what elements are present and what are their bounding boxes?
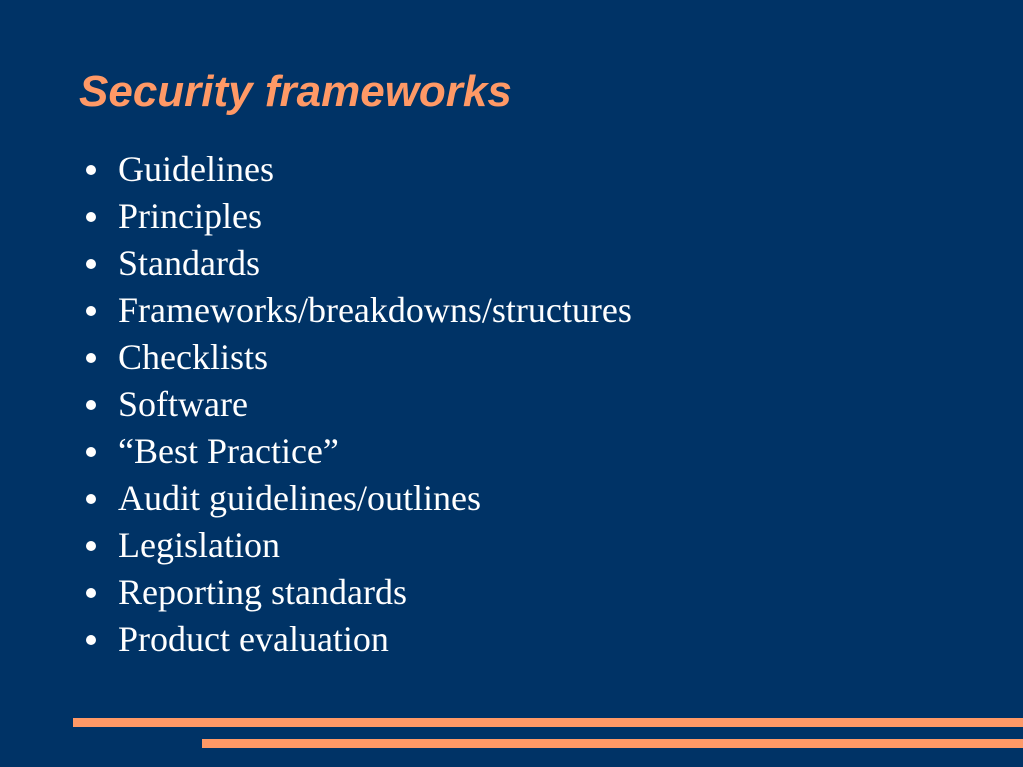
bullet-text: “Best Practice” — [118, 431, 339, 471]
bullet-text: Reporting standards — [118, 572, 407, 612]
bullet-dot-icon — [86, 447, 96, 457]
bullet-text: Principles — [118, 196, 262, 236]
bullet-item — [86, 475, 632, 522]
bullet-item — [86, 616, 632, 663]
bullet-dot-icon — [86, 306, 96, 316]
bullet-text: Audit guidelines/outlines — [118, 478, 481, 518]
bullet-text: Frameworks/breakdowns/structures — [118, 290, 632, 330]
bullet-text: Product evaluation — [118, 619, 389, 659]
bullet-text: Guidelines — [118, 149, 274, 189]
bullet-dot-icon — [86, 635, 96, 645]
bullet-list — [86, 146, 632, 663]
slide-title: Security frameworks — [79, 67, 512, 116]
bullet-item — [86, 569, 632, 616]
bullet-text: Checklists — [118, 337, 268, 377]
bullet-dot-icon — [86, 494, 96, 504]
bullet-item — [86, 240, 632, 287]
bullet-text: Standards — [118, 243, 260, 283]
bullet-dot-icon — [86, 541, 96, 551]
bullet-item — [86, 428, 632, 475]
bullet-dot-icon — [86, 259, 96, 269]
bullet-item — [86, 193, 632, 240]
bullet-dot-icon — [86, 400, 96, 410]
bullet-item — [86, 146, 632, 193]
bullet-item — [86, 287, 632, 334]
bullet-dot-icon — [86, 165, 96, 175]
accent-rule-bottom — [202, 739, 1023, 748]
bullet-dot-icon — [86, 353, 96, 363]
bullet-text: Legislation — [118, 525, 280, 565]
bullet-text: Software — [118, 384, 248, 424]
bullet-dot-icon — [86, 212, 96, 222]
bullet-item — [86, 522, 632, 569]
bullet-item — [86, 381, 632, 428]
accent-rule-top — [73, 718, 1023, 727]
bullet-item — [86, 334, 632, 381]
bullet-dot-icon — [86, 588, 96, 598]
